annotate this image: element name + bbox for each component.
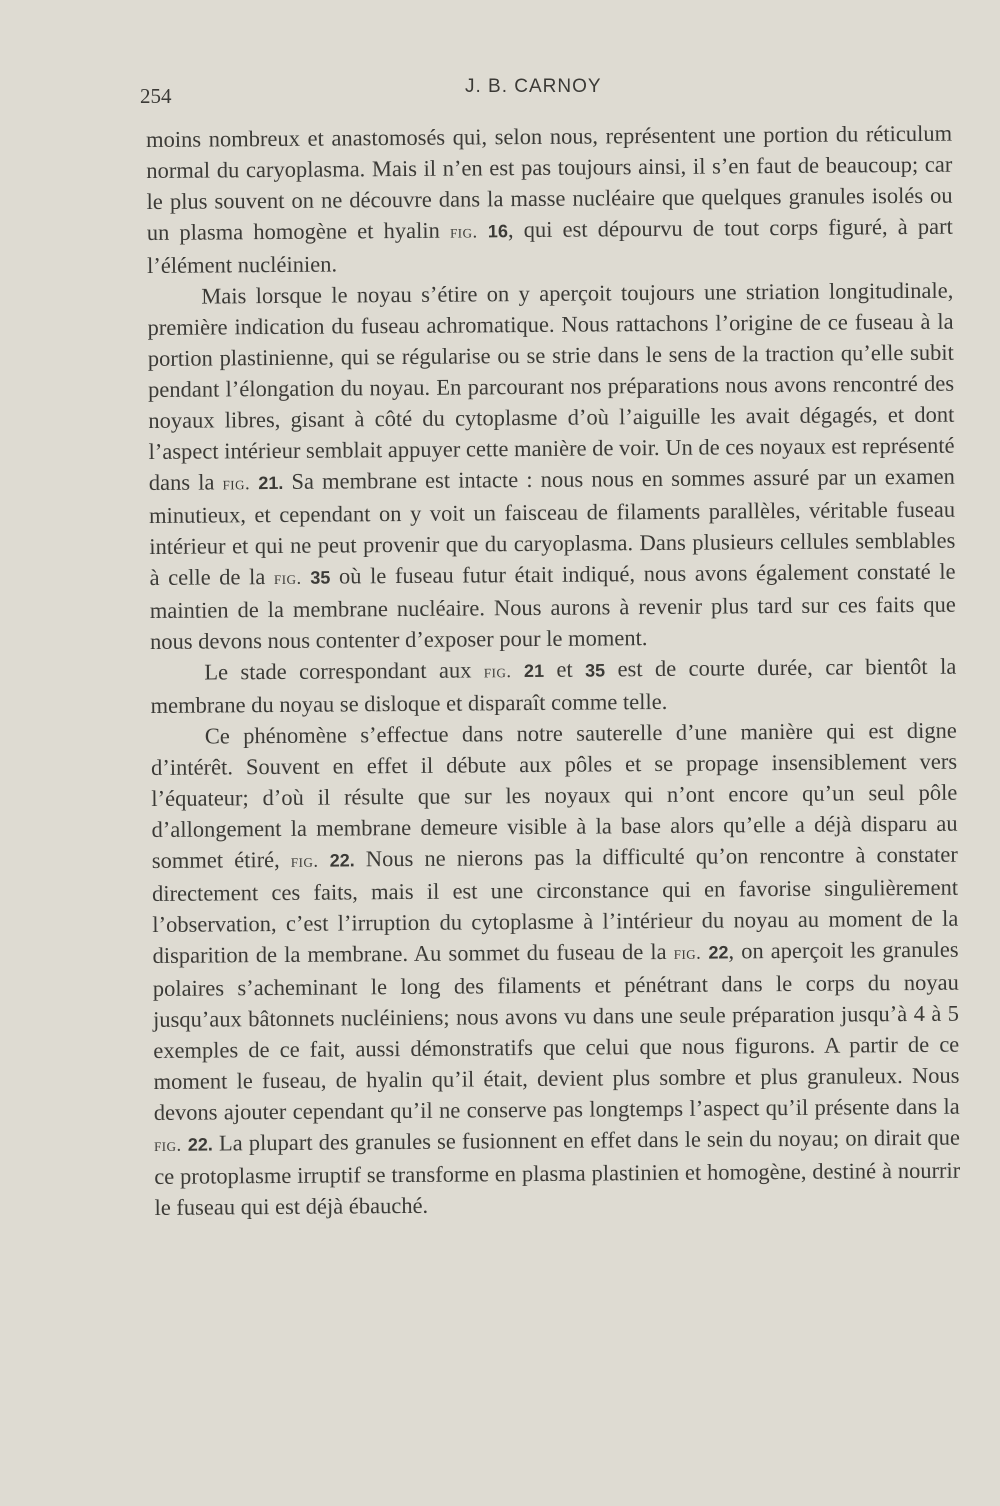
paragraph-4 (151, 715, 961, 1223)
paragraph-2 (147, 275, 956, 657)
page-header (140, 72, 950, 106)
text-run: Ce phénomène s’effectue dans notre sauterelle d’une manière qui est digne d’intérêt. Souvent en effet il débute aux pôles et se propage insensiblement vers l’équateur; d’où il résulte que sur les noyaux qui n’ont encore qu’un seul pôle d’allongement la membrane demeure visible à la base alors qu’elle a déjà disparu au sommet étiré, (150, 717, 958, 873)
figure-number: 22 (708, 942, 729, 963)
figure-number: 16 (487, 221, 508, 242)
figure-reference: fig. (222, 473, 251, 495)
figure-reference: fig. (273, 567, 302, 590)
text-run: , qui est dépourvu de tout corps figuré, à part l’élément nucléinien. (147, 213, 953, 278)
figure-reference: fig. (153, 1134, 182, 1156)
figure-number: 35 (310, 567, 331, 588)
text-run: moins nombreux et anastomosés qui, selon nous, représentent une portion du réticulum normal du caryoplasma. Mais il n’en est pas toujours ainsi, il s’en faut de beaucoup; car le plus souvent on ne découvre dans la masse nucléaire que quelques granules isolés ou un plasma homogène et hyalin (146, 120, 953, 245)
figure-number: 35 (585, 660, 606, 681)
text-run (318, 847, 329, 872)
page-number: 254 (140, 84, 172, 108)
text-run: , on aperçoit les granules polaires s’acheminant le long des filaments et pénétrant dans le corps du noyau jusqu’aux bâtonnets nucléiniens; nous avons vu dans une seule préparation jusqu’à 4 à 5 exemples de ce fait, aussi démonstratifs que celui que nous figurons. A partir de ce moment le fuseau, de hyalin qu’il était, devient plus sombre et plus granuleux. Nous devons ajouter cependant qu’il ne conserve pas longtemps l’aspect qu’il présente dans la (152, 936, 960, 1125)
text-run: Le stade correspondant aux (204, 657, 484, 685)
text-run: où le fuseau futur était indiqué, nous avons également constaté le maintien de la membrane nucléaire. Nous aurons à revenir plus tard sur ces faits que nous devons nous contenter d’exposer pour le moment. (149, 558, 956, 654)
paragraph-1 (146, 118, 953, 281)
figure-reference: fig. (483, 661, 512, 683)
text-run: est de courte durée, car bientôt la membrane du noyau se disloque et disparaît comme telle. (150, 653, 957, 718)
figure-number: 21 (523, 660, 545, 682)
running-title: J. B. CARNOY (465, 76, 602, 97)
text-run (302, 564, 311, 589)
figure-number: 21. (258, 472, 284, 494)
text-run (511, 657, 524, 682)
text-run: Mais lorsque le noyau s’étire on y aperçoit toujours une striation longitudinale, première indication du fuseau achromatique. Nous rattachons l’origine de ce fuseau à la portion plastinienne, qui se régularise ou se strie dans le sens de la traction qu’elle subit pendant l’élongation du noyau. En parcourant nos préparations nous avons rencontré des noyaux libres, gisant à côté du cytoplasme d’où l’aiguille les avait dégagés, et dont l’aspect intérieur semblait appuyer cette manière de voir. Un de ces noyaux est représenté dans la (147, 277, 955, 495)
figure-reference: fig. (290, 850, 319, 872)
text-run (250, 469, 258, 494)
paragraph-3 (150, 651, 956, 721)
text-run: La plupart des granules se fusionnent en effet dans le sein du noyau; on dirait que ce protoplasme irruptif se transforme en plasma plastinien et homogène, destiné à nourrir le fuseau qui est déjà ébauché. (154, 1124, 961, 1220)
figure-reference: fig. (449, 221, 478, 243)
figure-number: 22. (329, 850, 355, 871)
text-run: et (543, 656, 586, 682)
body-text (146, 118, 961, 1223)
text-run: Sa membrane est intacte : nous nous en sommes assuré par un examen minutieux, et cependant on y voit un faisceau de filaments parallèles, véritable fuseau intérieur et qui ne peut provenir que du caryoplasma. Dans plusieurs cellules semblables à celle de la (148, 463, 956, 590)
figure-number: 22. (187, 1134, 213, 1155)
text-run: Nous ne nierons pas la difficulté qu’on rencontre à constater directement ces faits, mais il est une circonstance qui en favorise singulièrement l’observation, c’est l’irruption du cytoplasme à l’intérieur du noyau au moment de la disparition de la membrane. Au sommet du fuseau de la (151, 841, 959, 968)
text-run (478, 217, 488, 242)
figure-reference: fig. (673, 942, 702, 964)
